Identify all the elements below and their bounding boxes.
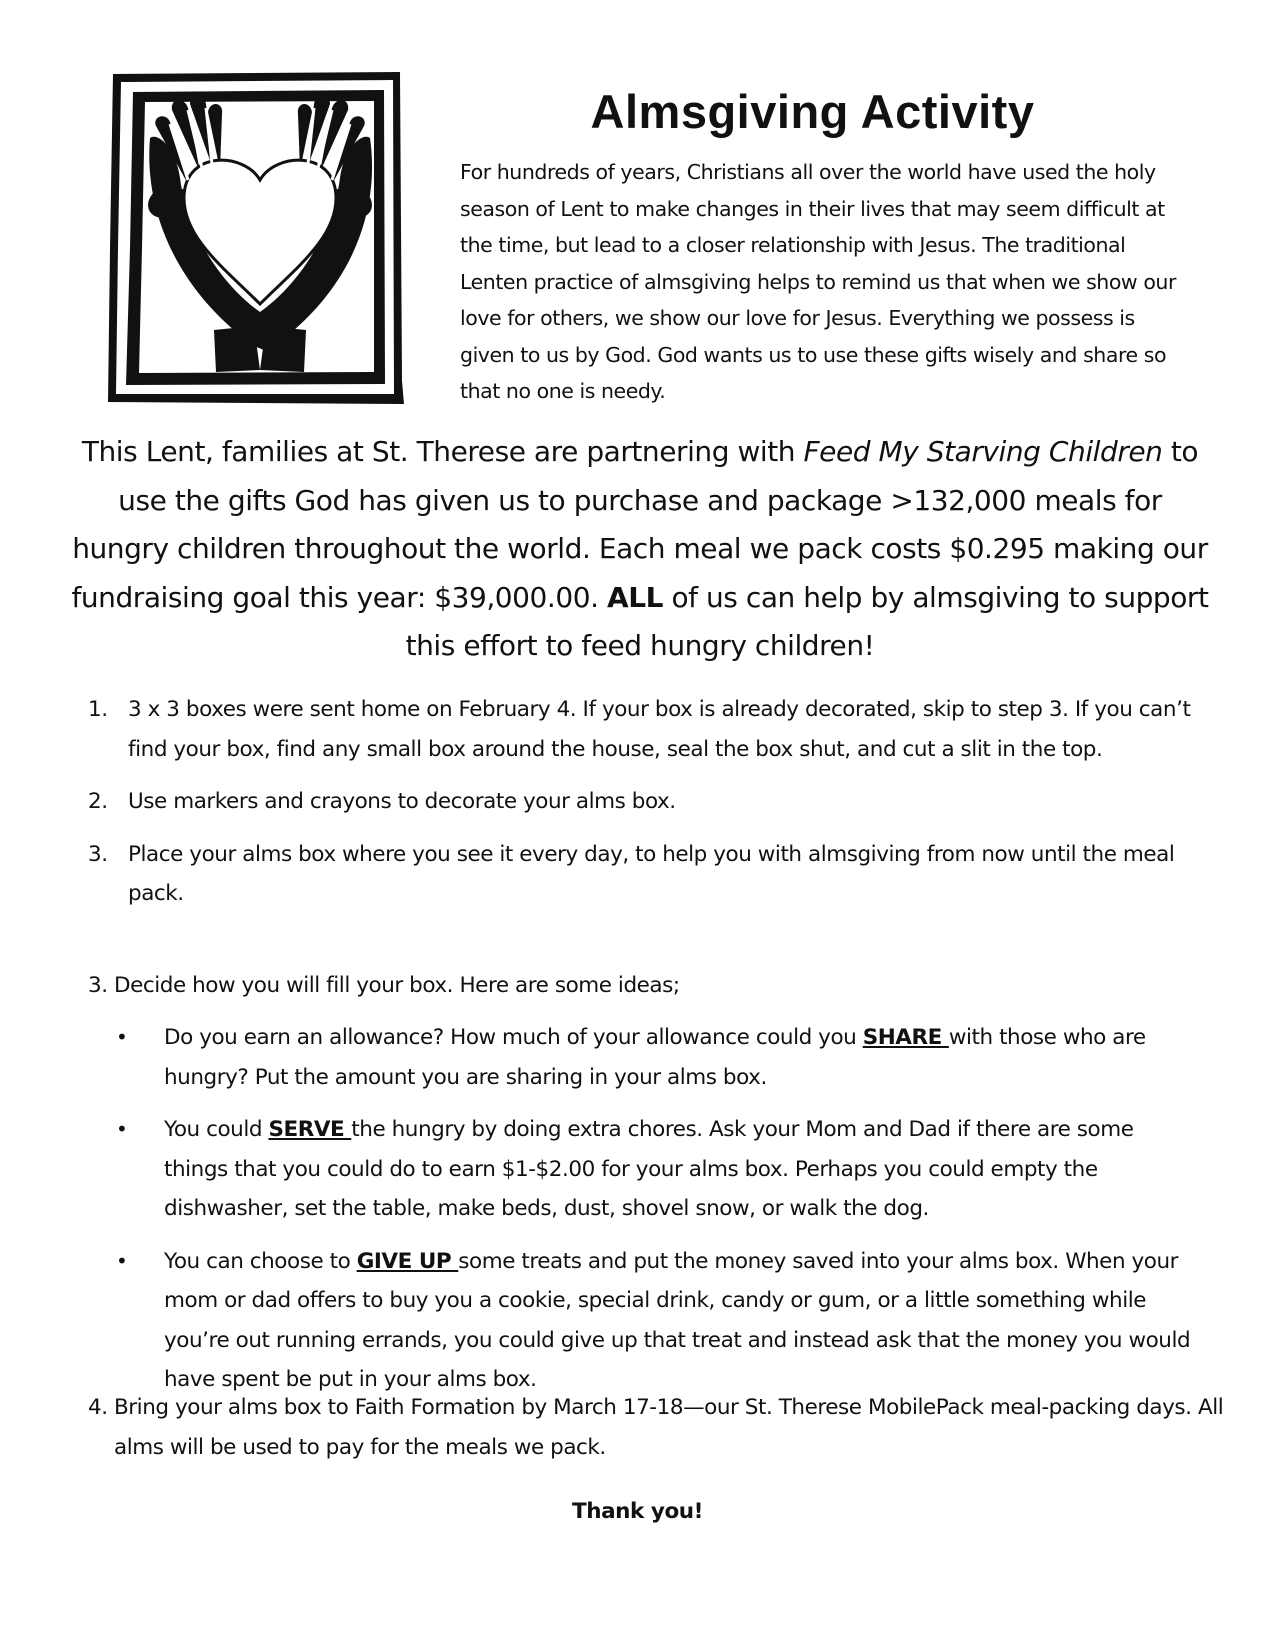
idea-text: with those who are hungry? Put the amount you are sharing in your alms box. (164, 1025, 1146, 1090)
step-text: 3 x 3 boxes were sent home on February 4. If your box is already decorated, skip to step 3. If you can’t find your box, find any small box around the house, seal the box shut, and cut a slit in the top. (128, 697, 1191, 762)
lead-text-3: of us can help by almsgiving to support this effort to feed hungry children! (405, 580, 1209, 662)
lead-text-1: This Lent, families at St. Therese are partnering with (81, 435, 804, 468)
idea-text: the hungry by doing extra chores. Ask your Mom and Dad if there are some things that you could do to earn $1-$2.00 for your alms box. Perhaps you could empty the dishwasher, set the table, make beds, dust, shovel snow, or walk the dog. (164, 1117, 1134, 1221)
idea-text: You can choose to (164, 1248, 357, 1274)
idea-item-give-up (116, 1242, 1196, 1400)
lead-paragraph (70, 428, 1210, 671)
heart-in-hands-logo (104, 68, 420, 406)
idea-keyword: SHARE (862, 1025, 949, 1050)
lead-text-2: to use the gifts God has given us to purchase and package >132,000 meals for hungry children throughout the world. Each meal we pack costs $0.295 making our fundraising goal this year: $39,000.00. (71, 435, 1208, 614)
idea-text: some treats and put the money saved into your alms box. When your mom or dad offers to buy you a cookie, special drink, candy or gum, or a little something while you’re out running errands, you could give up that treat and instead ask that the money you would have spent be put in your alms box. (164, 1248, 1191, 1392)
closing-thanks: Thank you! (572, 1499, 703, 1524)
step-number: 2. (88, 789, 108, 814)
intro-paragraph: For hundreds of years, Christians all over the world have used the holy season of Lent to make changes in their lives that may seem difficult at the time, but lead to a closer relationship with Jesus. The traditional Lenten practice of almsgiving helps to remind us that when we show our love for others, we show our love for Jesus. Everything we possess is given to us by God. God wants us to use these gifts wisely and share so that no one is needy. (460, 160, 1176, 403)
decide-step: 3. Decide how you will fill your box. Here are some ideas; (88, 973, 680, 998)
ideas-list (116, 1018, 1196, 1413)
steps-list (88, 690, 1198, 927)
idea-text: Do you earn an allowance? How much of your allowance could you (164, 1025, 863, 1050)
heart-in-hands-icon (104, 68, 420, 406)
step-text: Place your alms box where you see it every day, to help you with almsgiving from now until the meal pack. (128, 841, 1175, 906)
step-item (88, 690, 1198, 769)
idea-keyword: SERVE (268, 1117, 352, 1142)
organization-name: Feed My Starving Children (803, 435, 1163, 468)
idea-keyword: GIVE UP (356, 1248, 459, 1274)
bullet-icon: • (116, 1248, 128, 1273)
idea-item-share (116, 1018, 1196, 1097)
page-title: Almsgiving Activity (590, 85, 1035, 138)
step-item (88, 782, 1198, 822)
step-number: 3. (88, 841, 108, 867)
step-number: 1. (88, 697, 108, 722)
final-step: 4. Bring your alms box to Faith Formation by March 17-18—our St. Therese MobilePack meal-packing days. All alms will be used to pay for the meals we pack. (88, 1395, 1224, 1460)
bullet-icon: • (116, 1117, 128, 1141)
step-text: Use markers and crayons to decorate your alms box. (128, 789, 676, 814)
idea-text: You could (164, 1117, 269, 1142)
lead-emphasis: ALL (606, 580, 663, 614)
idea-item-serve (116, 1110, 1196, 1229)
step-item (88, 835, 1198, 914)
bullet-icon: • (116, 1025, 128, 1049)
